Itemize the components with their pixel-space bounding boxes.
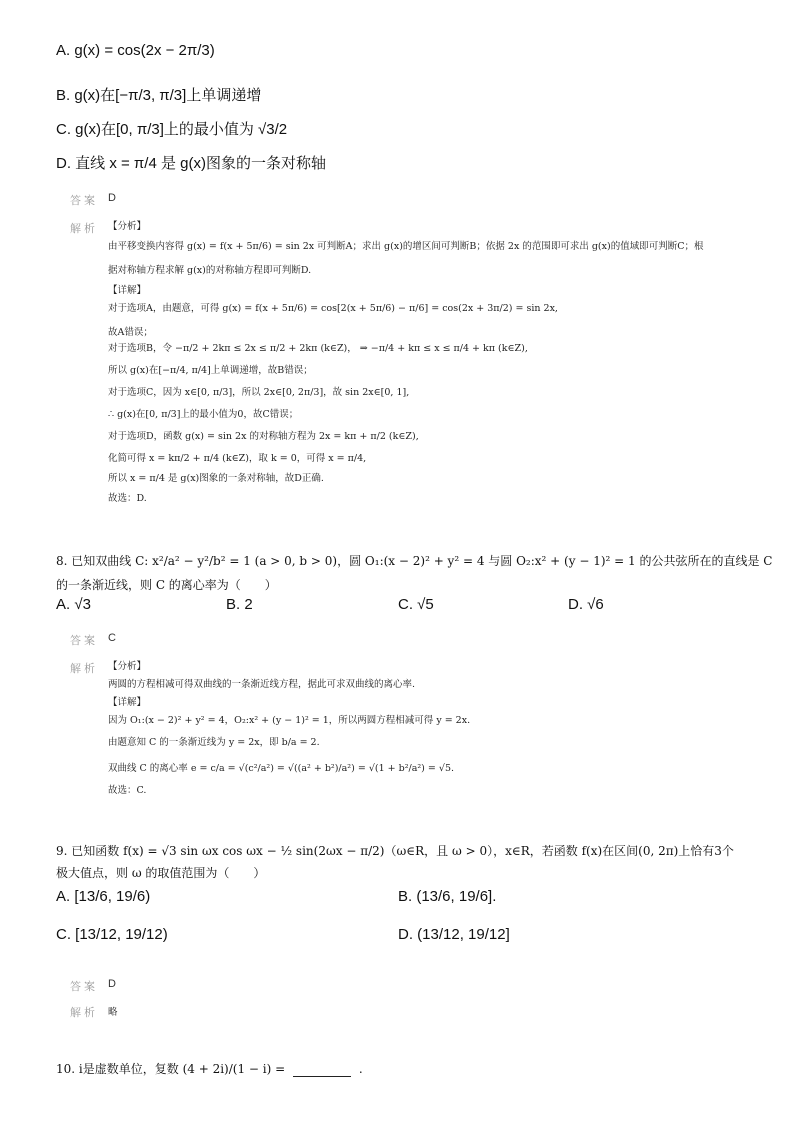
option-d: D. 直线 x = π/4 是 g(x)图象的一条对称轴 (56, 155, 326, 172)
analysis-line: 由题意知 C 的一条渐近线为 y = 2x，即 b/a = 2. (108, 737, 320, 748)
analysis-line: 两圆的方程相减可得双曲线的一条渐近线方程，据此可求双曲线的离心率. (108, 679, 416, 690)
option-b: B. (13/6, 19/6]. (398, 888, 497, 905)
analysis-line: 对于选项C，因为 x∈[0, π/3]，所以 2x∈[0, 2π/3]，故 sin 2x∈[0, 1], (108, 387, 410, 398)
answer-value: C (108, 632, 116, 644)
answer-value: D (108, 192, 116, 204)
analysis-line: 所以 g(x)在[−π/4, π/4]上单调递增，故B错误； (108, 365, 313, 376)
question-8-stem: 8. 已知双曲线 C: x²/a² − y²/b² = 1 (a > 0, b > 0)，圆 O₁:(x − 2)² + y² = 4 与圆 O₂:x² + (y − 1)² = 1 的公共弦所在的直线是 C (56, 554, 773, 568)
option-a: A. [13/6, 19/6) (56, 888, 151, 905)
analysis-line: 故选：C. (108, 785, 147, 796)
analysis-line: 故选：D. (108, 493, 147, 504)
option-a: A. √3 (56, 596, 91, 613)
analysis-line: 故A错误； (108, 327, 153, 338)
analysis-line: 因为 O₁:(x − 2)² + y² = 4，O₂:x² + (y − 1)² = 1，所以两圆方程相减可得 y = 2x. (108, 715, 471, 726)
answer-label: 答案 (70, 981, 98, 993)
question-10-stem (56, 1060, 363, 1077)
analysis-line: 双曲线 C 的离心率 e = c/a = √(c²/a²) = √((a² + b²)/a²) = √(1 + b²/a²) = √5. (108, 763, 455, 774)
option-c: C. [13/12, 19/12) (56, 926, 168, 943)
analysis-line: 对于选项D，函数 g(x) = sin 2x 的对称轴方程为 2x = kπ + π/2 (k∈Z), (108, 431, 419, 442)
analysis-text: 略 (108, 1007, 118, 1018)
option-d: D. √6 (568, 596, 604, 613)
analysis-label: 解析 (70, 663, 98, 675)
analysis-line: 对于选项B，令 −π/2 + 2kπ ≤ 2x ≤ π/2 + 2kπ (k∈Z)， ⇒ −π/4 + kπ ≤ x ≤ π/4 + kπ (k∈Z), (108, 343, 528, 354)
answer-label: 答案 (70, 195, 98, 207)
answer-blank[interactable] (293, 1062, 351, 1077)
analysis-line: 【详解】 (108, 697, 147, 708)
option-b: B. 2 (226, 596, 253, 613)
analysis-label: 解析 (70, 223, 98, 235)
question-10-expression: (4 + 2i)/(1 − i) = (182, 1062, 286, 1076)
question-9-stem-cont: 极大值点，则 ω 的取值范围为（ ） (56, 866, 266, 880)
question-8-stem-cont: 的一条渐近线，则 C 的离心率为（ ） (56, 578, 277, 592)
question-10-prefix: 10. i是虚数单位，复数 (56, 1062, 179, 1076)
option-a: A. g(x) = cos(2x − 2π/3) (56, 42, 215, 59)
analysis-line: 对于选项A，由题意，可得 g(x) = f(x + 5π/6) = cos[2(x + 5π/6) − π/6] = cos(2x + 3π/2) = sin 2x, (108, 303, 558, 314)
analysis-line: 【分析】 (108, 221, 147, 232)
analysis-line: 化简可得 x = kπ/2 + π/4 (k∈Z)，取 k = 0，可得 x = π/4, (108, 453, 367, 464)
analysis-line: 由平移变换内容得 g(x) = f(x + 5π/6) = sin 2x 可判断A；求出 g(x)的增区间可判断B；依据 2x 的范围即可求出 g(x)的值域即可判断C；根 (108, 241, 704, 252)
answer-value: D (108, 978, 116, 990)
question-9-stem: 9. 已知函数 f(x) = √3 sin ωx cos ωx − ½ sin(2ωx − π/2)（ω∈R，且 ω > 0），x∈R，若函数 f(x)在区间(0, 2π)上恰有3个 (56, 844, 734, 858)
analysis-line: 所以 x = π/4 是 g(x)图象的一条对称轴，故D正确. (108, 473, 324, 484)
option-c: C. g(x)在[0, π/3]上的最小值为 √3/2 (56, 121, 288, 138)
analysis-line: 【详解】 (108, 285, 147, 296)
option-b: B. g(x)在[−π/3, π/3]上单调递增 (56, 87, 262, 104)
analysis-line: 【分析】 (108, 661, 147, 672)
analysis-line: 据对称轴方程求解 g(x)的对称轴方程即可判断D. (108, 265, 312, 276)
option-c: C. √5 (398, 596, 434, 613)
option-d: D. (13/12, 19/12] (398, 926, 510, 943)
answer-label: 答案 (70, 635, 98, 647)
analysis-label: 解析 (70, 1007, 98, 1019)
analysis-line: ∴ g(x)在[0, π/3]上的最小值为0，故C错误； (108, 409, 299, 420)
question-10-suffix: . (358, 1062, 363, 1076)
